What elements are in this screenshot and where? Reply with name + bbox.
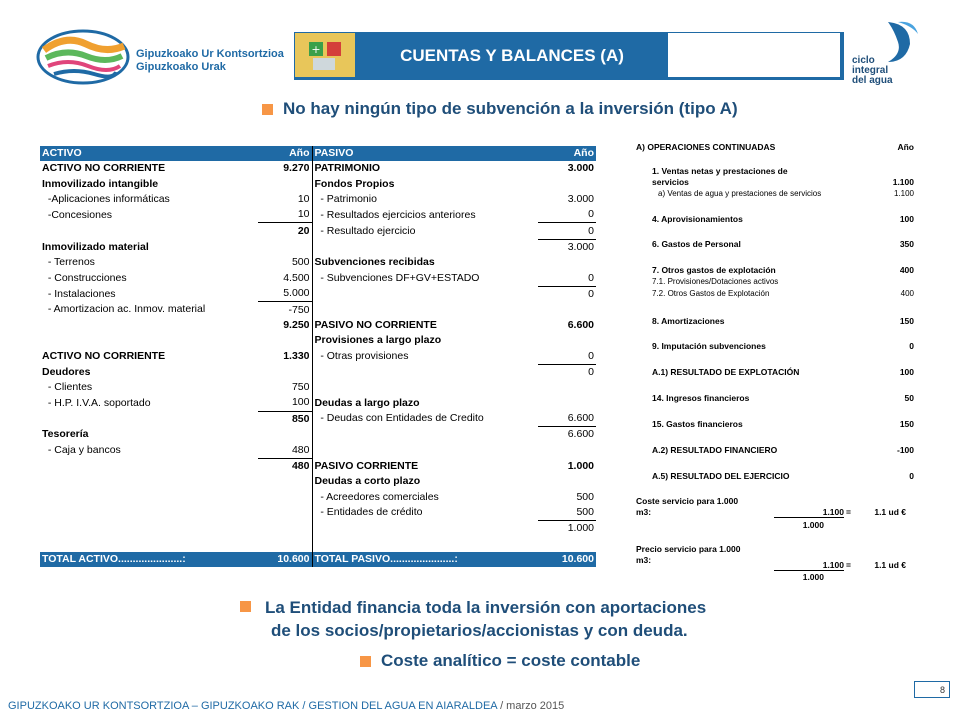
activo-item-value: 750	[291, 381, 310, 394]
page-number: 8	[914, 681, 950, 698]
activo-item-label: - Amortizacion ac. Inmov. material	[42, 303, 206, 316]
activo-item-label: ACTIVO NO CORRIENTE	[42, 349, 166, 362]
pasivo-item-label	[312, 443, 538, 459]
pasivo-item-label: PASIVO NO CORRIENTE	[312, 318, 538, 333]
pasivo-item-label: Fondos Propios	[312, 177, 538, 192]
balance-row	[40, 458, 596, 474]
statement-financing	[240, 596, 706, 642]
activo-item-label: Inmovilizado intangible	[42, 177, 159, 190]
pl-row-label: 14. Ingresos financieros	[652, 393, 750, 403]
activo-item-value: 5.000	[258, 286, 312, 302]
pl-row	[636, 289, 914, 298]
coste-label-1: Coste servicio para 1.000	[636, 496, 739, 506]
pl-row-value: 350	[899, 239, 914, 249]
pl-row	[636, 265, 914, 275]
activo-item-value: 480	[258, 458, 312, 474]
pasivo-item-label: - Patrimonio	[312, 192, 538, 207]
balance-row	[40, 270, 596, 286]
activo-item-value: 10	[297, 193, 310, 206]
pl-row	[636, 214, 914, 224]
pl-row	[636, 189, 914, 198]
pl-row-label: A.1) RESULTADO DE EXPLOTACIÓN	[652, 367, 800, 377]
pl-row-label: A.2) RESULTADO FINANCIERO	[652, 445, 778, 455]
pasivo-item-label	[312, 286, 538, 302]
subtitle-text: No hay ningún tipo de subvención a la inversión (tipo A)	[283, 99, 738, 118]
pasivo-item-label	[312, 364, 538, 380]
pl-row-label: 7.2. Otros Gastos de Explotación	[652, 289, 770, 298]
activo-item-value: 9.250	[283, 318, 310, 331]
balance-row	[40, 490, 596, 505]
activo-item-label	[40, 536, 258, 551]
pasivo-item-label: - Entidades de crédito	[312, 505, 538, 521]
pasivo-item-label: Deudas a largo plazo	[312, 395, 538, 411]
pl-header	[636, 142, 914, 152]
precio-label-2: m3:	[636, 555, 652, 565]
pl-row-value: 50	[904, 393, 914, 403]
brand-line-2: Gipuzkoako Urak	[136, 61, 226, 73]
footer-date: / marzo 2015	[497, 700, 565, 712]
pasivo-item-value	[538, 474, 596, 489]
coste-result: 1.1 ud €	[874, 507, 906, 517]
pasivo-item-value: 6.600	[538, 411, 596, 427]
activo-item-label: - Construcciones	[42, 271, 127, 284]
pl-row-label: 7.1. Provisiones/Dotaciones activos	[652, 277, 779, 286]
pl-row-label: 7. Otros gastos de explotación	[652, 265, 776, 275]
activo-item-value: 500	[291, 256, 310, 269]
pasivo-item-label: - Acreedores comerciales	[312, 490, 538, 505]
footer-text: GIPUZKOAKO UR KONTSORTZIOA – GIPUZKOAKO RAK / GESTION DEL AGUA EN AIARALDEA	[8, 700, 498, 712]
balance-row	[40, 255, 596, 270]
header-blank	[668, 33, 840, 77]
pl-row	[636, 277, 914, 286]
activo-item-label: Deudores	[42, 365, 91, 378]
balance-row	[40, 302, 596, 318]
activo-item-value: 850	[258, 411, 312, 427]
pasivo-item-label	[312, 380, 538, 395]
subtitle	[262, 99, 738, 119]
activo-item-label	[40, 521, 258, 537]
pasivo-item-value	[538, 302, 596, 318]
balance-row	[40, 192, 596, 207]
pl-row-value: 150	[899, 419, 914, 429]
balance-row	[40, 521, 596, 537]
activo-item-label: - Caja y bancos	[42, 444, 121, 457]
activo-item-label: -Concesiones	[42, 208, 113, 221]
precio-label-1: Precio servicio para 1.000	[636, 544, 741, 554]
pl-row	[636, 419, 914, 429]
pasivo-item-value	[538, 255, 596, 270]
pasivo-item-value: 3.000	[538, 239, 596, 255]
balance-table	[40, 146, 596, 567]
total-pasivo-value: 10.600	[538, 552, 596, 567]
pasivo-item-label	[312, 302, 538, 318]
activo-item-value	[258, 177, 312, 192]
pasivo-item-value: 500	[576, 490, 594, 503]
pasivo-item-label	[312, 521, 538, 537]
activo-item-label	[40, 505, 258, 521]
coste-numerator: 1.100	[774, 507, 844, 518]
balance-sheet	[40, 146, 596, 567]
balance-row	[40, 443, 596, 459]
activo-item-label: - H.P. I.V.A. soportado	[42, 396, 151, 409]
logo-line-1: ciclo	[852, 55, 875, 66]
precio-denominator: 1.000	[802, 572, 824, 582]
balance-row	[40, 177, 596, 192]
pasivo-item-label: Deudas a corto plazo	[312, 474, 538, 489]
balance-row	[40, 348, 596, 364]
pasivo-item-label	[312, 239, 538, 255]
activo-item-value: 20	[258, 223, 312, 239]
pl-row	[636, 341, 914, 351]
precio-numerator: 1.100	[774, 560, 844, 571]
pasivo-item-value: 6.600	[538, 427, 596, 443]
pl-row-value: 100	[899, 367, 914, 377]
pl-row-value: 1.100	[893, 189, 914, 198]
statement-cost	[360, 651, 640, 671]
precio-line-1	[636, 544, 914, 554]
activo-item-label: - Clientes	[42, 381, 93, 394]
balance-row	[40, 223, 596, 239]
pasivo-item-value: 0	[538, 364, 596, 380]
pasivo-item-value: 3.000	[567, 162, 594, 175]
pasivo-item-label	[312, 536, 538, 551]
profit-loss-statement	[636, 139, 914, 582]
bullet-square-icon	[240, 601, 251, 612]
coste-label-2: m3:	[636, 507, 652, 517]
pasivo-item-value	[538, 536, 596, 551]
balance-row	[40, 411, 596, 427]
pl-header-year: Año	[897, 142, 914, 152]
footer	[8, 700, 564, 712]
pl-row-value: 150	[899, 316, 914, 326]
activo-item-label: Inmovilizado material	[42, 240, 149, 253]
activo-item-value	[258, 505, 312, 521]
activo-item-value	[258, 239, 312, 255]
pl-row-label: 8. Amortizaciones	[652, 316, 725, 326]
pl-row-label: 9. Imputación subvenciones	[652, 341, 766, 351]
pasivo-item-value	[538, 333, 596, 348]
ciclo-integral-logo	[848, 18, 928, 90]
coste-line-1	[636, 496, 914, 506]
activo-item-value: 480	[291, 443, 310, 456]
statement-cost-text: Coste analítico = coste contable	[381, 651, 641, 670]
pl-row	[636, 316, 914, 326]
activo-item-label	[40, 411, 258, 427]
balance-row	[40, 474, 596, 489]
activo-item-label: - Instalaciones	[42, 287, 116, 300]
logo-line-3: del agua	[852, 75, 893, 86]
activo-item-value	[258, 333, 312, 348]
balance-row	[40, 239, 596, 255]
balance-row	[40, 333, 596, 348]
pasivo-item-value: 0	[538, 270, 596, 286]
balance-row	[40, 318, 596, 333]
pasivo-item-value: 1.000	[538, 521, 596, 537]
pl-row-value: -100	[896, 445, 914, 455]
pasivo-item-value	[538, 395, 596, 411]
pasivo-item-value: 0	[538, 348, 596, 364]
pasivo-item-value: 0	[538, 207, 596, 223]
pasivo-item-value: 1.000	[567, 459, 594, 472]
balance-body	[40, 161, 596, 551]
pasivo-item-label: - Subvenciones DF+GV+ESTADO	[312, 270, 538, 286]
activo-item-value	[258, 364, 312, 380]
pl-row-label: A.5) RESULTADO DEL EJERCICIO	[652, 471, 790, 481]
pl-row-value: 100	[899, 214, 914, 224]
activo-item-label	[40, 318, 258, 333]
activo-item-value: 9.270	[283, 162, 310, 175]
activo-item-value: -750	[258, 302, 312, 318]
activo-item-value	[258, 490, 312, 505]
activo-item-label: -Aplicaciones informáticas	[42, 193, 170, 206]
brand-name	[136, 48, 284, 74]
pasivo-item-label	[312, 427, 538, 443]
pl-row-value: 0	[909, 471, 914, 481]
pl-row	[636, 177, 914, 187]
balance-row	[40, 161, 596, 176]
balance-row	[40, 364, 596, 380]
total-activo-label: TOTAL ACTIVO......................:	[40, 552, 258, 567]
pasivo-item-label: - Otras provisiones	[312, 348, 538, 364]
activo-item-value: 1.330	[283, 349, 310, 362]
balance-row	[40, 395, 596, 411]
pl-row-label: servicios	[652, 177, 689, 187]
pl-row-label: 15. Gastos financieros	[652, 419, 743, 429]
pasivo-item-value: 6.600	[567, 318, 594, 331]
balance-row	[40, 286, 596, 302]
pl-row	[636, 471, 914, 481]
header-pasivo: PASIVO	[312, 146, 538, 161]
pasivo-item-value: 500	[538, 505, 596, 521]
pasivo-item-label: Subvenciones recibidas	[312, 255, 538, 270]
pl-row	[636, 445, 914, 455]
activo-item-value: 4.500	[283, 271, 310, 284]
pl-row	[636, 239, 914, 249]
svg-text:+: +	[311, 43, 321, 56]
pl-header-label: A) OPERACIONES CONTINUADAS	[636, 142, 776, 152]
activo-item-value	[258, 474, 312, 489]
coste-denominator: 1.000	[802, 520, 824, 530]
pasivo-item-label: PASIVO CORRIENTE	[312, 458, 538, 474]
activo-item-label	[40, 458, 258, 474]
pl-row-value: 0	[909, 341, 914, 351]
total-pasivo-label: TOTAL PASIVO......................:	[312, 552, 538, 567]
header-ano-pasivo: Año	[538, 146, 596, 161]
header-activo: ACTIVO	[40, 146, 258, 161]
balance-row	[40, 207, 596, 223]
pl-row-label: 6. Gastos de Personal	[652, 239, 741, 249]
pl-row-value: 400	[899, 265, 914, 275]
balance-row	[40, 427, 596, 443]
pasivo-item-value: 0	[588, 224, 594, 237]
activo-item-value	[258, 427, 312, 443]
accounting-icon	[294, 32, 356, 78]
pasivo-item-label: Provisiones a largo plazo	[312, 333, 538, 348]
bullet-square-icon	[360, 656, 371, 667]
statement-financing-text	[265, 596, 706, 642]
pasivo-item-value: 0	[538, 286, 596, 302]
precio-equals: =	[846, 560, 851, 570]
pasivo-item-label: PATRIMONIO	[312, 161, 538, 176]
activo-item-label	[40, 223, 258, 239]
coste-equals: =	[846, 507, 851, 517]
pasivo-item-label: - Deudas con Entidades de Credito	[312, 411, 538, 427]
statement-line-1: La Entidad financia toda la inversión con aportaciones	[265, 598, 707, 617]
balance-row	[40, 536, 596, 551]
pl-row-label: 4. Aprovisionamientos	[652, 214, 743, 224]
pl-row	[636, 393, 914, 403]
pasivo-item-label: - Resultado ejercicio	[312, 223, 538, 239]
total-activo-value: 10.600	[258, 552, 312, 567]
pasivo-item-value: 3.000	[567, 193, 594, 206]
activo-item-label	[40, 333, 258, 348]
bullet-square-icon	[262, 104, 273, 115]
header-ano-activo: Año	[258, 146, 312, 161]
brand-line-1: Gipuzkoako Ur Kontsortzioa	[136, 48, 284, 60]
activo-item-label: ACTIVO NO CORRIENTE	[42, 162, 166, 175]
pasivo-item-value	[538, 177, 596, 192]
pl-row-label: a) Ventas de agua y prestaciones de servicios	[658, 189, 822, 198]
pl-row-value: 1.100	[892, 177, 914, 187]
activo-item-value	[258, 521, 312, 537]
pasivo-item-value	[538, 380, 596, 395]
activo-item-value: 100	[291, 396, 310, 409]
precio-result: 1.1 ud €	[874, 560, 906, 570]
pl-row	[636, 367, 914, 377]
logo-line-2: integral	[852, 65, 889, 76]
activo-item-value	[258, 536, 312, 551]
activo-item-label: Tesorería	[42, 428, 89, 441]
brand-logo	[36, 28, 131, 86]
activo-item-value: 10	[258, 207, 312, 223]
pl-row-label: 1. Ventas netas y prestaciones de	[652, 166, 788, 176]
pl-row	[636, 166, 914, 176]
activo-item-label	[40, 474, 258, 489]
page-title: CUENTAS Y BALANCES (A)	[400, 46, 624, 65]
balance-row	[40, 505, 596, 521]
pasivo-item-value	[538, 443, 596, 459]
statement-line-2: de los socios/propietarios/accionistas y con deuda.	[271, 621, 688, 640]
balance-row	[40, 380, 596, 395]
pl-row-value: 400	[900, 289, 914, 298]
pasivo-item-label: - Resultados ejercicios anteriores	[312, 207, 538, 223]
activo-item-label: - Terrenos	[42, 256, 95, 269]
balance-total-row	[40, 552, 596, 567]
balance-header-row	[40, 146, 596, 161]
activo-item-label	[40, 490, 258, 505]
